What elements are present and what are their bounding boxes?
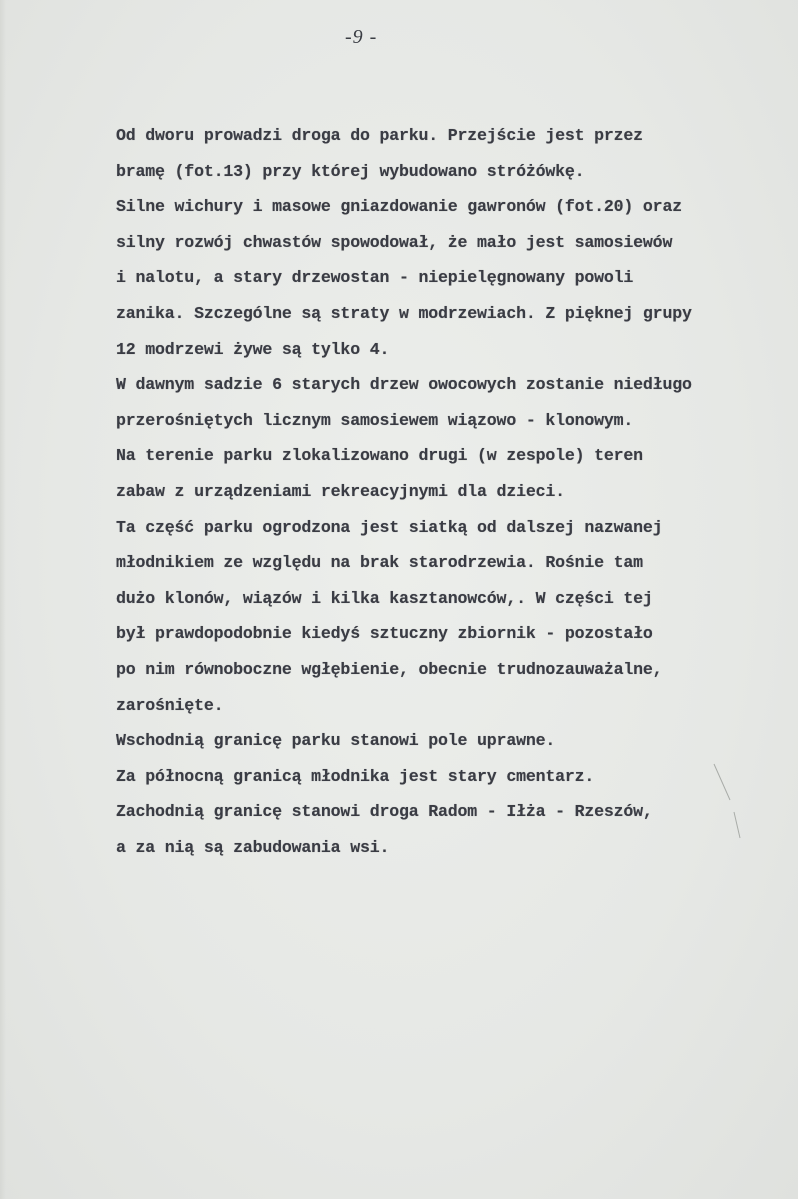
text-line: Od dworu prowadzi droga do parku. Przejście jest przez (116, 126, 643, 145)
text-line: zabaw z urządzeniami rekreacyjnymi dla dzieci. (116, 481, 565, 501)
text-line: przerośniętych licznym samosiewem wiązowo - klonowym. (116, 410, 634, 430)
text-line: Na terenie parku zlokalizowano drugi (w zespole) teren (116, 446, 643, 466)
pen-mark (700, 760, 760, 880)
text-line: i nalotu, a stary drzewostan - niepielęgnowany powoli (116, 268, 634, 288)
text-line: Zachodnią granicę stanowi droga Radom - Iłża - Rzeszów, (116, 802, 653, 822)
page-number: -9 - (345, 26, 378, 48)
text-line: Za północną granicą młodnika jest stary cmentarz. (116, 766, 595, 786)
text-line: dużo klonów, wiązów i kilka kasztanowców,. W części tej (116, 588, 653, 608)
page-edge-shadow (0, 0, 6, 1199)
body-text (116, 118, 786, 865)
text-line: bramę (fot.13) przy której wybudowano stróżówkę. (116, 161, 585, 181)
text-line: młodnikiem ze względu na brak starodrzewia. Rośnie tam (116, 553, 643, 573)
text-line: zarośnięte. (116, 695, 224, 715)
text-line: silny rozwój chwastów spowodował, że mało jest samosiewów (116, 232, 673, 252)
text-line: był prawdopodobnie kiedyś sztuczny zbiornik - pozostało (116, 624, 653, 644)
text-line: Wschodnią granicę parku stanowi pole uprawne. (116, 731, 556, 751)
text-line: Ta część parku ogrodzona jest siatką od dalszej nazwanej (116, 517, 663, 537)
text-line: 12 modrzewi żywe są tylko 4. (116, 339, 390, 359)
text-line: zanika. Szczególne są straty w modrzewiach. Z pięknej grupy (116, 303, 692, 323)
text-line: Silne wichury i masowe gniazdowanie gawronów (fot.20) oraz (116, 197, 682, 217)
text-line: W dawnym sadzie 6 starych drzew owocowych zostanie niedługo (116, 375, 692, 395)
text-line: po nim równoboczne wgłębienie, obecnie trudnozauważalne, (116, 659, 663, 679)
text-line: a za nią są zabudowania wsi. (116, 837, 390, 857)
